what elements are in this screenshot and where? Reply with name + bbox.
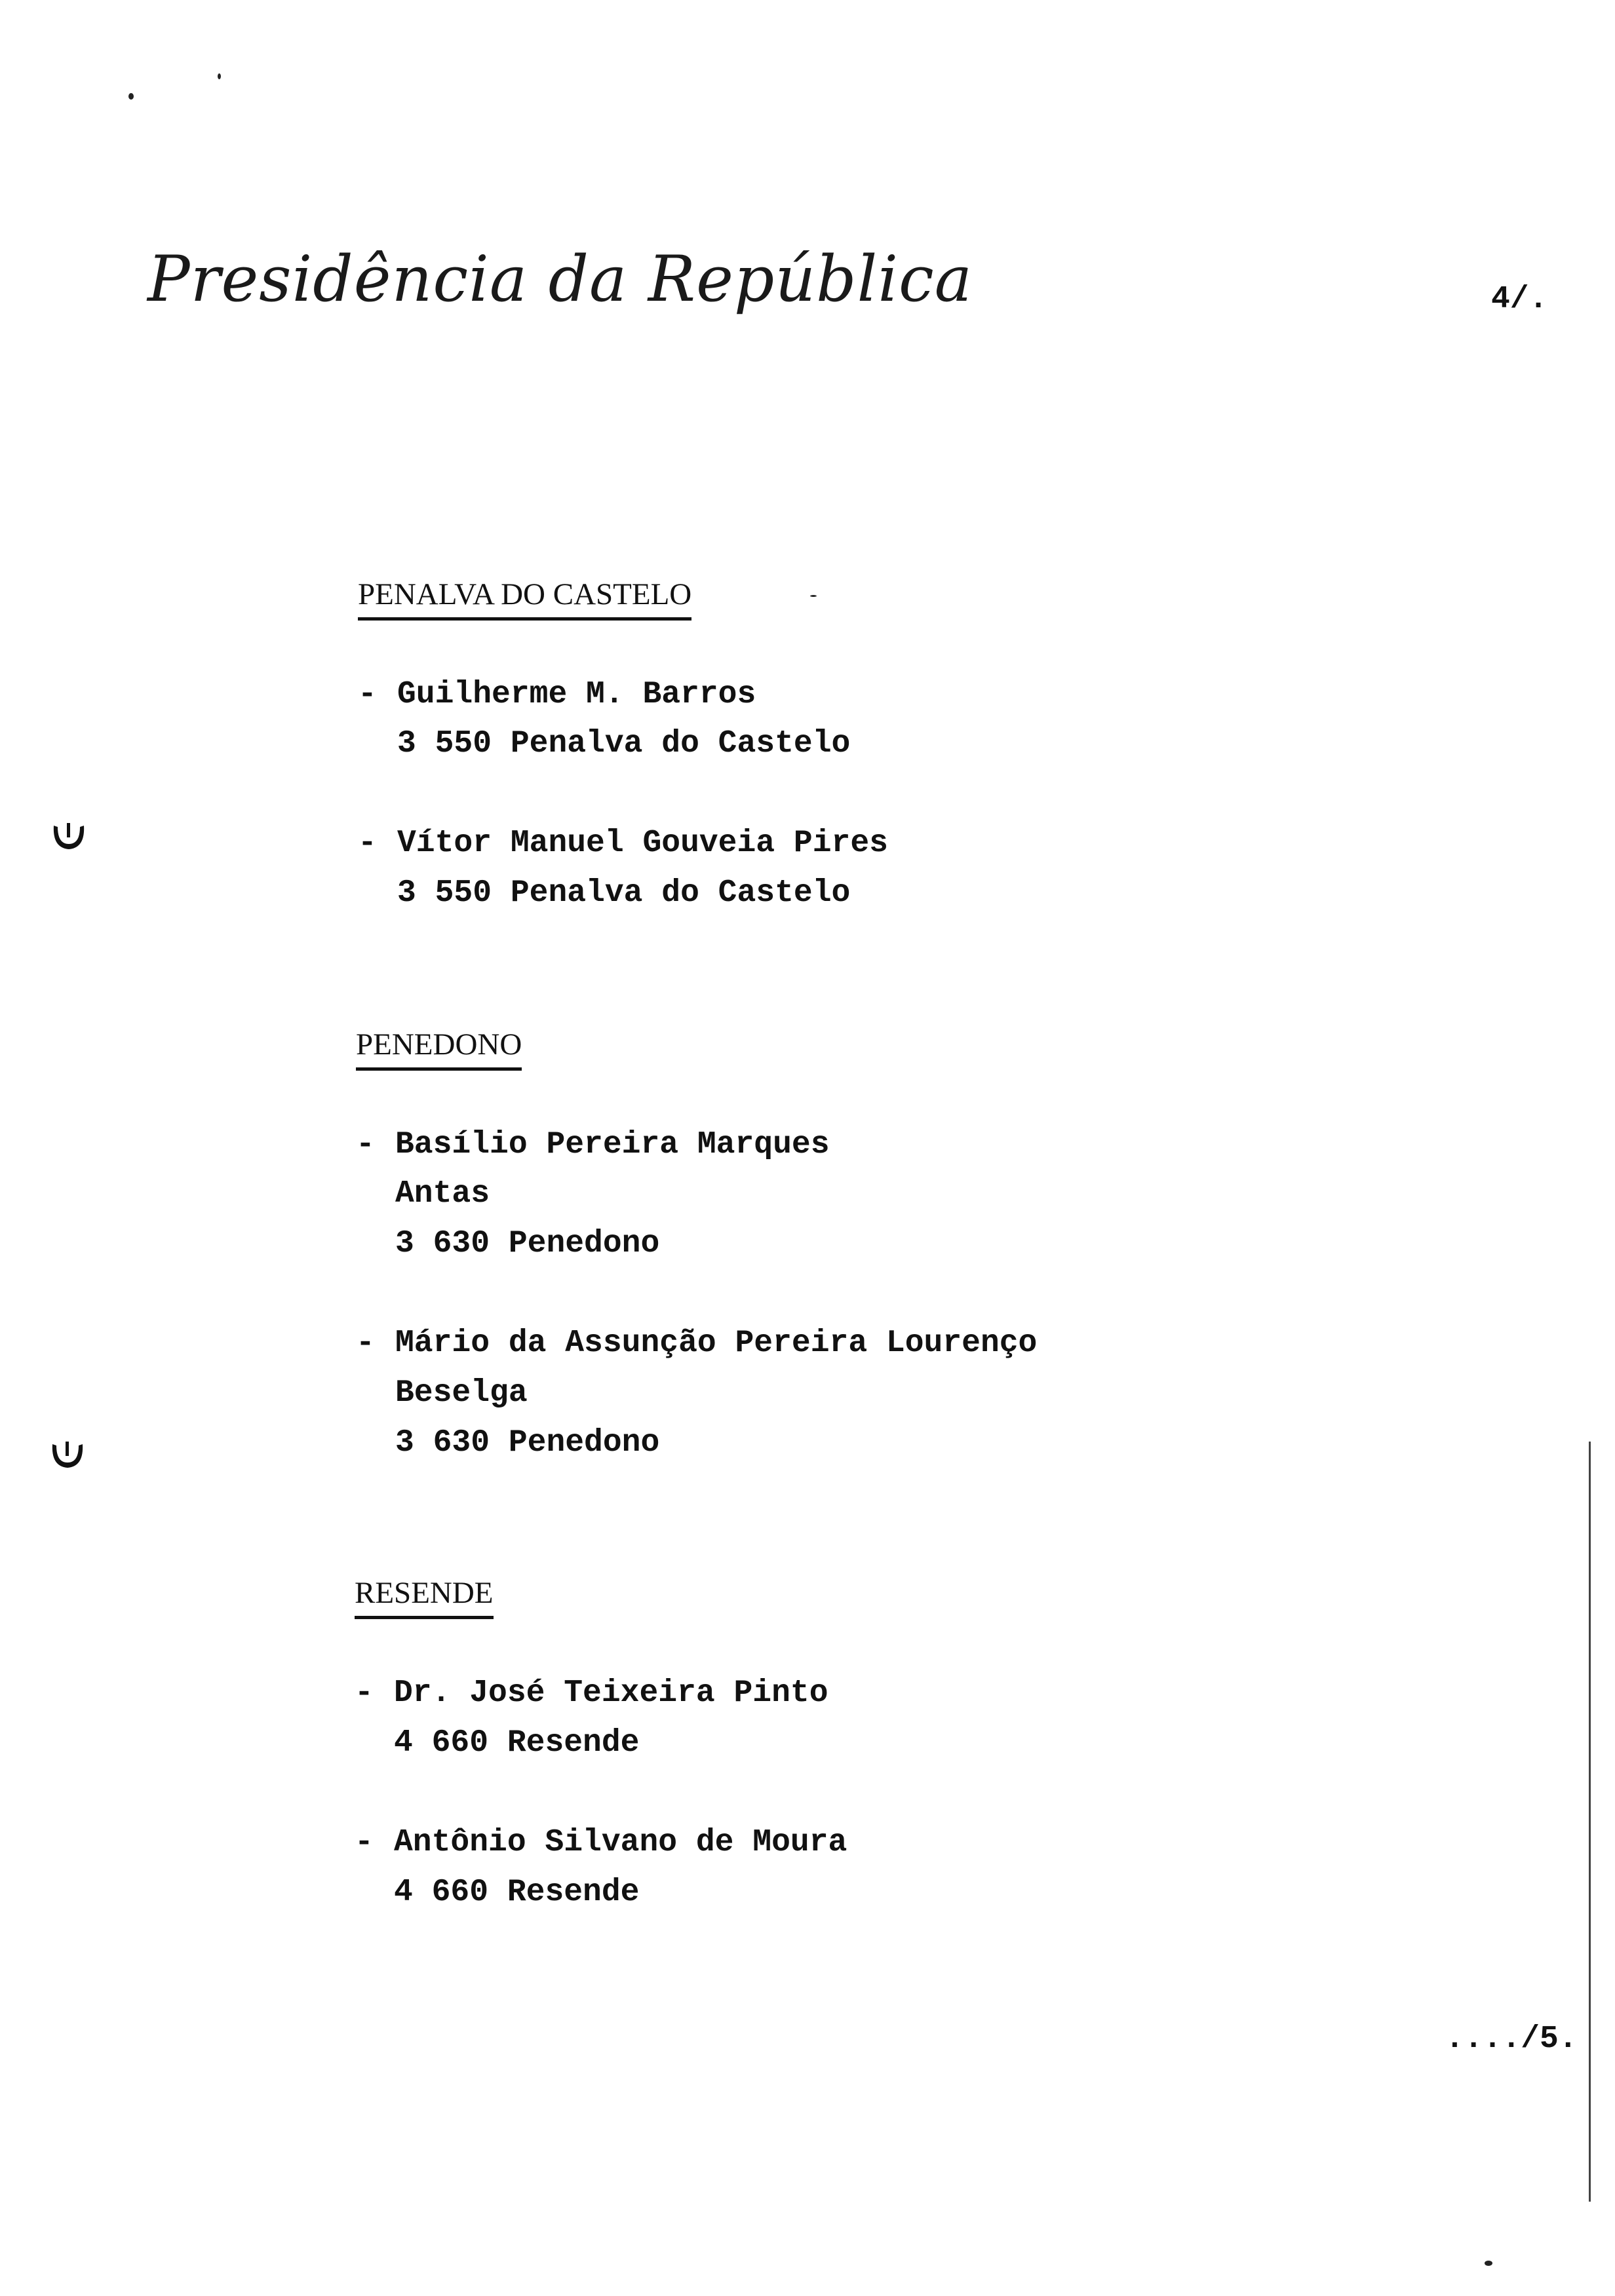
scan-speck <box>218 73 221 79</box>
entry-address: 3 630 Penedono <box>395 1425 660 1461</box>
list-marker: - <box>355 1825 374 1860</box>
entry-locality: Antas <box>395 1176 490 1212</box>
entry-name: Mário da Assunção Pereira Lourenço <box>395 1326 1038 1361</box>
list-marker: - <box>355 1675 374 1711</box>
entry-address: 3 550 Penalva do Castelo <box>397 875 851 911</box>
section-heading-resende: RESENDE <box>355 1575 494 1619</box>
list-marker: - <box>356 1326 375 1361</box>
entry-locality: Beselga <box>395 1375 528 1411</box>
section-heading-penalva: PENALVA DO CASTELO <box>358 577 691 621</box>
list-marker: - <box>356 1127 375 1162</box>
punch-hole-icon <box>49 1440 87 1470</box>
entry-name: Dr. José Teixeira Pinto <box>394 1675 828 1711</box>
entry-name: Vítor Manuel Gouveia Pires <box>397 826 888 861</box>
page-number: 4/. <box>1491 282 1548 317</box>
scan-speck <box>810 595 817 597</box>
list-marker: - <box>358 826 377 861</box>
entry-name: Antônio Silvano de Moura <box>394 1825 847 1860</box>
letterhead-title: Presidência da República <box>147 242 973 316</box>
continuation-marker: ..../5. <box>1445 2021 1578 2057</box>
entry-address: 3 630 Penedono <box>395 1226 660 1261</box>
section-heading-penedono: PENEDONO <box>356 1027 522 1071</box>
entry-name: Basílio Pereira Marques <box>395 1127 830 1162</box>
scan-speck <box>1485 2261 1492 2266</box>
entry-address: 3 550 Penalva do Castelo <box>397 726 851 761</box>
entry-address: 4 660 Resende <box>394 1725 640 1761</box>
scan-edge-shadow <box>1589 1442 1591 2202</box>
entry-name: Guilherme M. Barros <box>397 677 756 712</box>
scan-speck <box>128 93 134 100</box>
list-marker: - <box>358 677 377 712</box>
punch-hole-icon <box>50 822 88 852</box>
entry-address: 4 660 Resende <box>394 1875 640 1910</box>
